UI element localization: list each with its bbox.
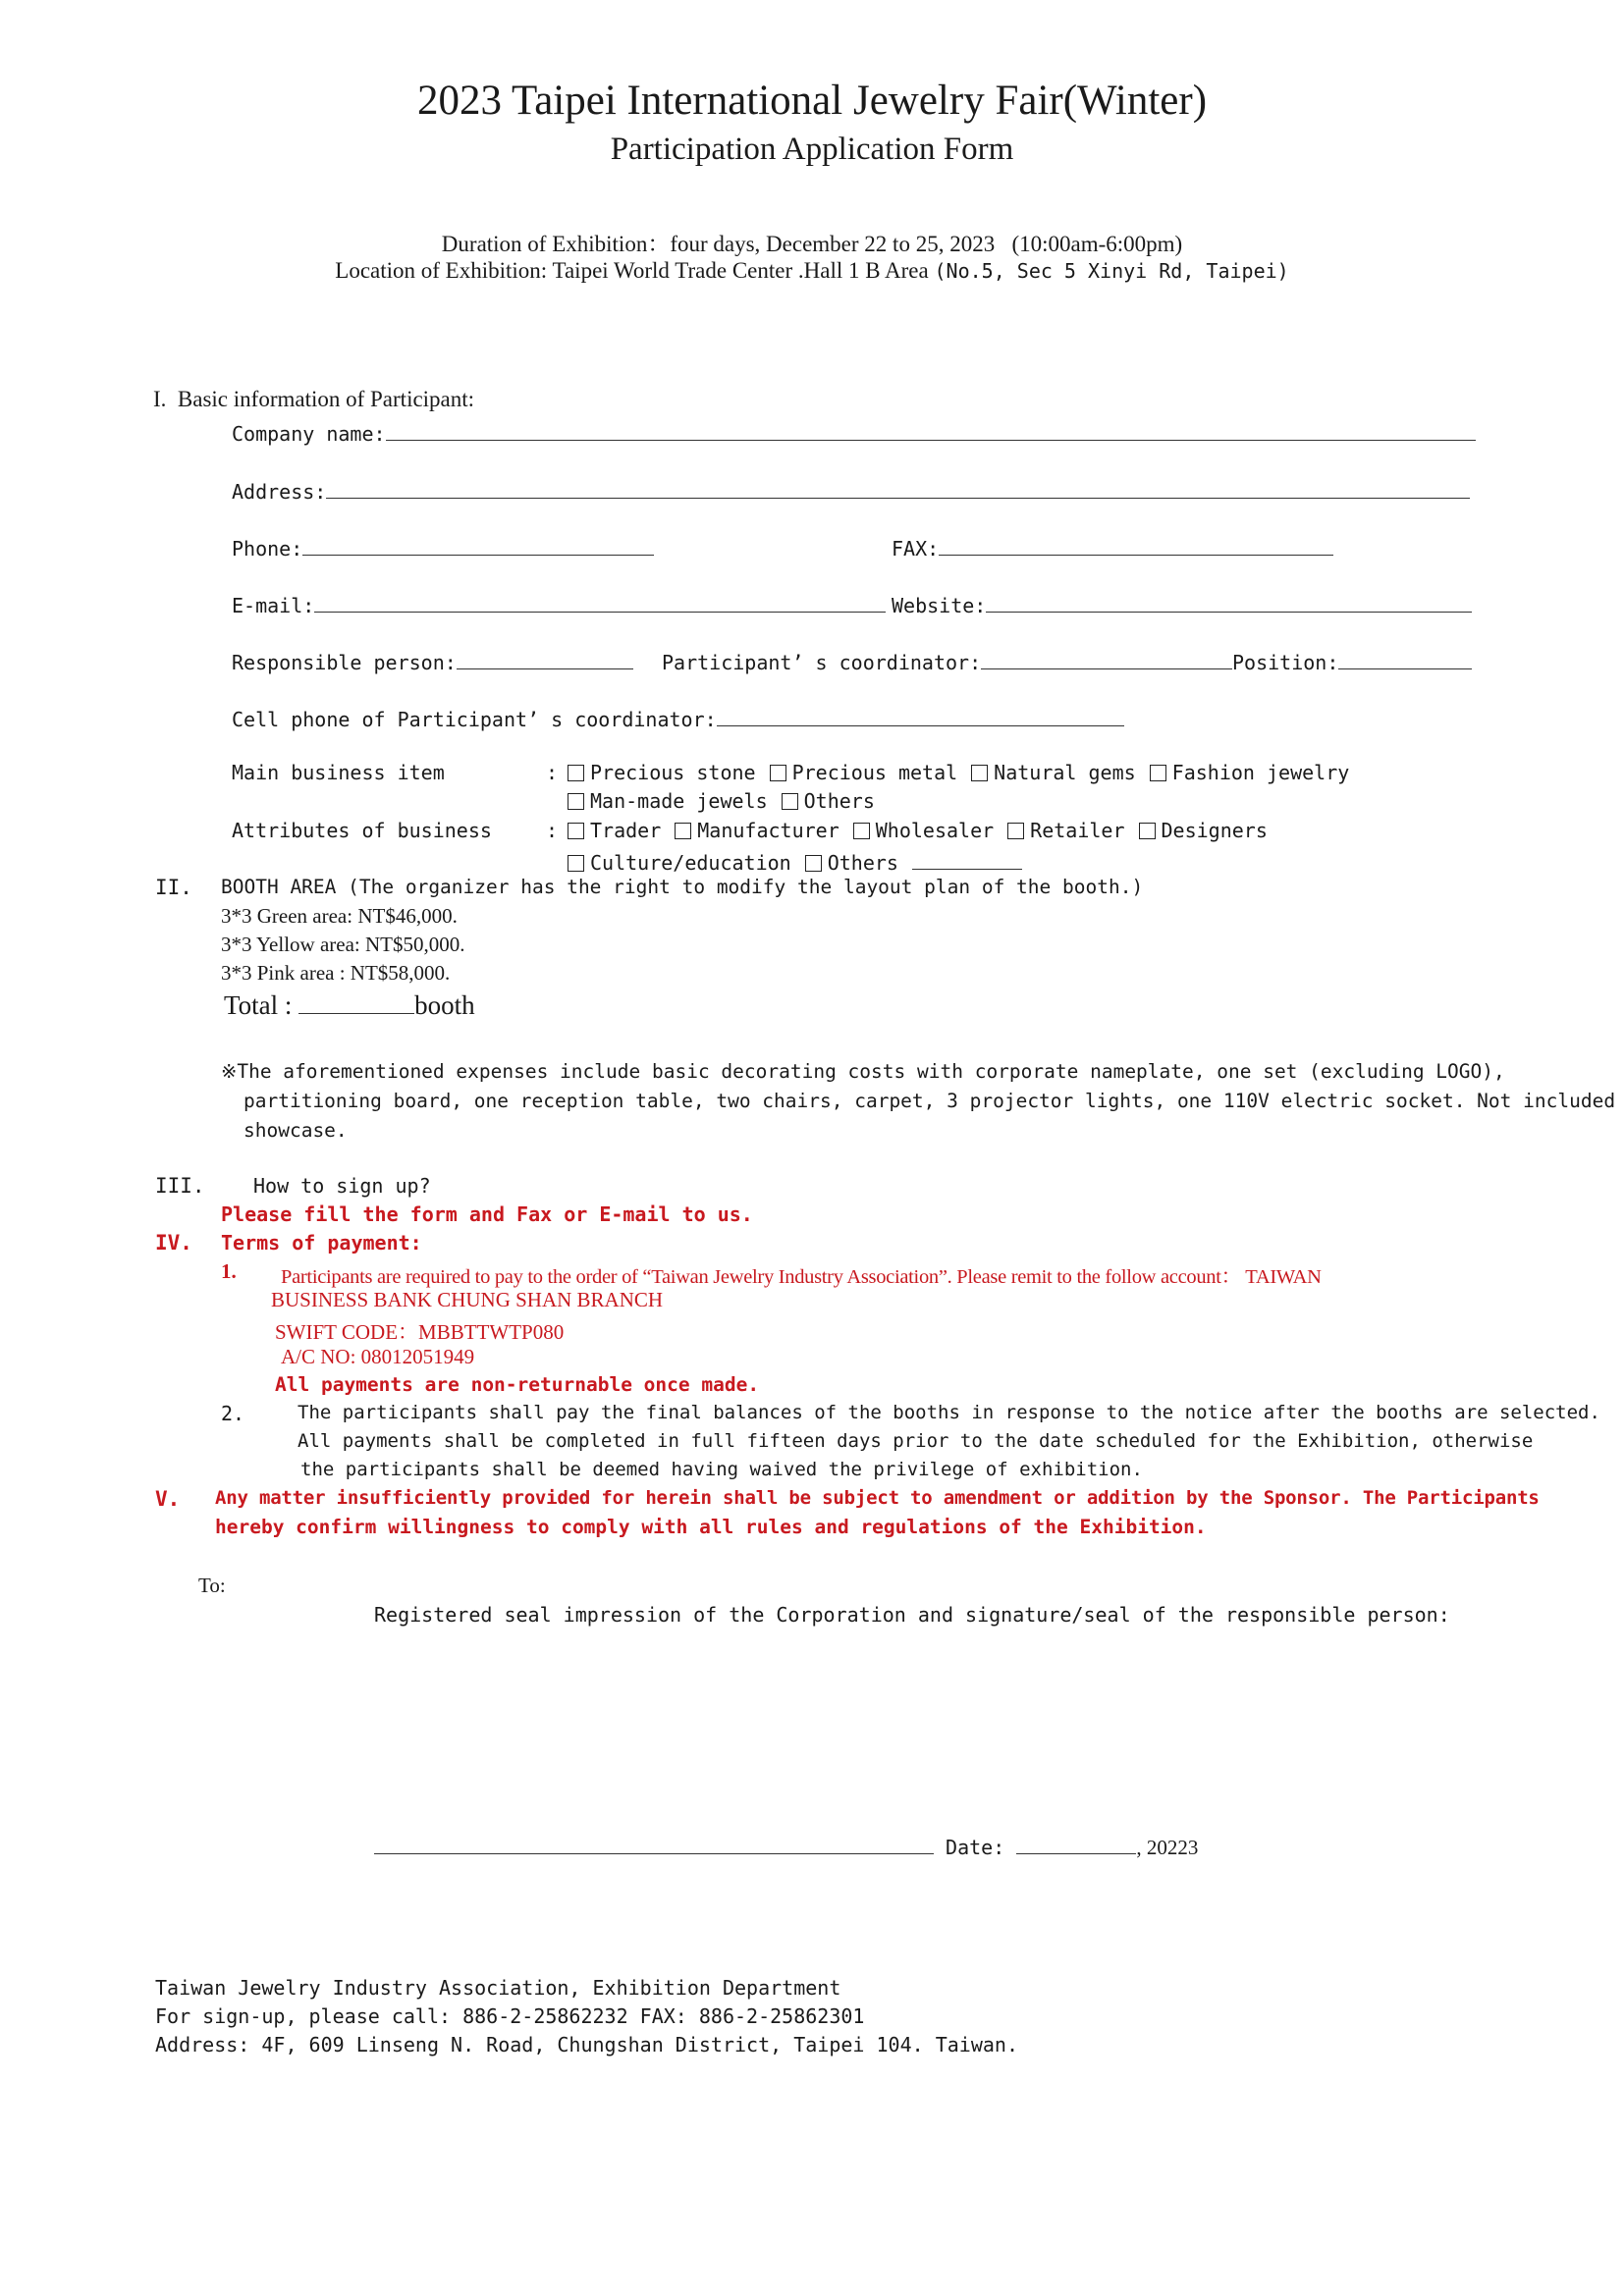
cell-phone-row (232, 704, 1124, 731)
price-yellow-area: 3*3 Yellow area: NT$50,000. (221, 933, 465, 956)
option-others-business[interactable]: Others (782, 789, 875, 813)
date-label: Date: (946, 1836, 1005, 1859)
website-field[interactable] (986, 590, 1472, 613)
payment-item-2-line1: The participants shall pay the final balances of the booths in response to the notice after the booths are selected. (298, 1402, 1600, 1423)
footer-address: Address: 4F, 609 Linseng N. Road, Chungshan District, Taipei 104. Taiwan. (155, 2033, 1018, 2056)
email-label: E-mail: (232, 594, 315, 617)
website-label: Website: (892, 594, 987, 617)
email-row (232, 590, 886, 617)
checkbox-icon (568, 855, 584, 872)
others-attributes-field[interactable] (912, 847, 1022, 870)
form-title: 2023 Taipei International Jewelry Fair(Winter) (416, 78, 1208, 124)
attributes-options-row2 (568, 847, 1022, 875)
footer-contact: For sign-up, please call: 886-2-25862232 FAX: 886-2-25862301 (155, 2004, 865, 2028)
position-row (1232, 647, 1472, 674)
section-4-number: IV. (155, 1231, 192, 1255)
address-field[interactable] (326, 476, 1470, 499)
price-pink-area: 3*3 Pink area : NT$58,000. (221, 961, 451, 985)
location-line (0, 258, 1624, 284)
duration-value: four days, December 22 to 25, 2023 (670, 232, 996, 256)
coordinator-label: Participant’ s coordinator: (662, 651, 982, 674)
position-label: Position: (1232, 651, 1339, 674)
main-business-label: Main business item (232, 761, 445, 784)
phone-field[interactable] (302, 533, 654, 556)
attributes-colon: : (546, 819, 559, 842)
section-1-heading (153, 387, 474, 412)
checkbox-icon (770, 765, 786, 781)
section-3-number: III. (155, 1174, 205, 1198)
section-5-number: V. (155, 1487, 181, 1511)
location-label: Location of Exhibition: Taipei World Trade Center .Hall 1 B Area (335, 258, 929, 283)
option-man-made-jewels[interactable]: Man-made jewels (568, 789, 768, 813)
duration-hours: (10:00am-6:00pm) (1011, 232, 1183, 256)
expense-note-line1: ※The aforementioned expenses include basic decorating costs with corporate nameplate, one set (excluding LOGO), (221, 1060, 1505, 1083)
checkbox-icon (568, 823, 584, 839)
signature-field[interactable] (374, 1832, 934, 1854)
checkbox-icon (971, 765, 988, 781)
price-green-area: 3*3 Green area: NT$46,000. (221, 904, 458, 928)
payment-item-2-line2: All payments shall be completed in full fifteen days prior to the date scheduled for the Exhibition, otherwise (298, 1430, 1534, 1452)
company-name-row (232, 418, 1476, 446)
email-field[interactable] (314, 590, 886, 613)
company-name-label: Company name: (232, 422, 386, 446)
location-address: (No.5, Sec 5 Xinyi Rd, Taipei) (934, 259, 1289, 283)
total-booth-field[interactable] (298, 989, 414, 1014)
payment-item-1-number: 1. (221, 1259, 237, 1283)
total-booth-row (224, 989, 475, 1021)
checkbox-icon (675, 823, 691, 839)
duration-label: Duration of Exhibition： (441, 232, 671, 256)
option-designers[interactable]: Designers (1139, 819, 1268, 842)
main-business-colon: : (546, 761, 559, 784)
signature-date-row (374, 1832, 1198, 1860)
duration-line (0, 226, 1624, 258)
coordinator-field[interactable] (981, 647, 1232, 669)
checkbox-icon (782, 793, 798, 810)
attributes-options-row1 (568, 819, 1281, 842)
seal-label: Registered seal impression of the Corporation and signature/seal of the responsible person: (374, 1603, 1450, 1627)
expense-note-line2: partitioning board, one reception table, two chairs, carpet, 3 projector lights, one 110V electric socket. Not included (244, 1090, 1616, 1112)
account-number: A/C NO: 08012051949 (281, 1345, 475, 1368)
payment-item-1-line2: BUSINESS BANK CHUNG SHAN BRANCH (271, 1288, 664, 1311)
expense-note-line3: showcase. (244, 1119, 348, 1142)
coordinator-row (662, 647, 1232, 674)
section-2-number: II. (155, 876, 192, 899)
address-label: Address: (232, 480, 327, 504)
responsible-label: Responsible person: (232, 651, 457, 674)
section-5-line2: hereby confirm willingness to comply with all rules and regulations of the Exhibition. (215, 1516, 1207, 1538)
section-2-title: BOOTH AREA (The organizer has the right to modify the layout plan of the booth.) (221, 876, 1144, 898)
fax-label: FAX: (892, 537, 940, 561)
payment-item-1-line1: Participants are required to pay to the order of “Taiwan Jewelry Industry Association”. Please remit to the follow account： TAIWAN (281, 1266, 1322, 1288)
total-label: Total : (224, 990, 293, 1020)
payment-item-2-number: 2. (221, 1402, 245, 1425)
cell-phone-field[interactable] (717, 704, 1124, 726)
checkbox-icon (1007, 823, 1024, 839)
swift-code: SWIFT CODE：MBBTTWTP080 (275, 1320, 565, 1344)
website-row (892, 590, 1472, 617)
section-1-title: Basic information of Participant: (177, 387, 475, 411)
checkbox-icon (805, 855, 822, 872)
option-others-attributes[interactable]: Others (805, 851, 898, 875)
footer-organization: Taiwan Jewelry Industry Association, Exhibition Department (155, 1976, 841, 2000)
responsible-row (232, 647, 633, 674)
section-1-number: I. (153, 387, 167, 411)
phone-row (232, 533, 654, 561)
phone-label: Phone: (232, 537, 303, 561)
option-manufacturer[interactable]: Manufacturer (675, 819, 839, 842)
section-3-title: How to sign up? (253, 1174, 431, 1198)
sign-up-instruction: Please fill the form and Fax or E-mail to us. (221, 1202, 753, 1226)
option-natural-gems[interactable]: Natural gems (971, 761, 1136, 784)
fax-row (892, 533, 1333, 561)
option-wholesaler[interactable]: Wholesaler (853, 819, 994, 842)
date-field[interactable] (1016, 1832, 1136, 1854)
company-name-field[interactable] (386, 418, 1476, 441)
form-subtitle: Participation Application Form (610, 132, 1014, 167)
position-field[interactable] (1338, 647, 1472, 669)
total-unit: booth (414, 990, 475, 1020)
payment-item-2-line3: the participants shall be deemed having waived the privilege of exhibition. (300, 1459, 1143, 1480)
section-5-line1: Any matter insufficiently provided for herein shall be subject to amendment or addition by the Sponsor. The Participants (215, 1487, 1540, 1509)
option-fashion-jewelry[interactable]: Fashion jewelry (1150, 761, 1350, 784)
checkbox-icon (853, 823, 870, 839)
cell-phone-label: Cell phone of Participant’ s coordinator: (232, 708, 717, 731)
option-precious-metal[interactable]: Precious metal (770, 761, 958, 784)
option-precious-stone[interactable]: Precious stone (568, 761, 756, 784)
section-4-title: Terms of payment: (221, 1231, 422, 1255)
to-label: To: (198, 1574, 226, 1597)
option-trader[interactable]: Trader (568, 819, 661, 842)
checkbox-icon (568, 793, 584, 810)
option-retailer[interactable]: Retailer (1007, 819, 1124, 842)
date-year: , 20223 (1136, 1836, 1199, 1859)
main-business-options-row2 (568, 789, 889, 813)
main-business-options-row1 (568, 761, 1363, 784)
option-culture-education[interactable]: Culture/education (568, 851, 791, 875)
non-returnable-note: All payments are non-returnable once made. (275, 1373, 760, 1396)
address-row (232, 476, 1470, 504)
checkbox-icon (1139, 823, 1156, 839)
checkbox-icon (1150, 765, 1166, 781)
responsible-field[interactable] (457, 647, 633, 669)
fax-field[interactable] (939, 533, 1333, 556)
attributes-label: Attributes of business (232, 819, 492, 842)
checkbox-icon (568, 765, 584, 781)
